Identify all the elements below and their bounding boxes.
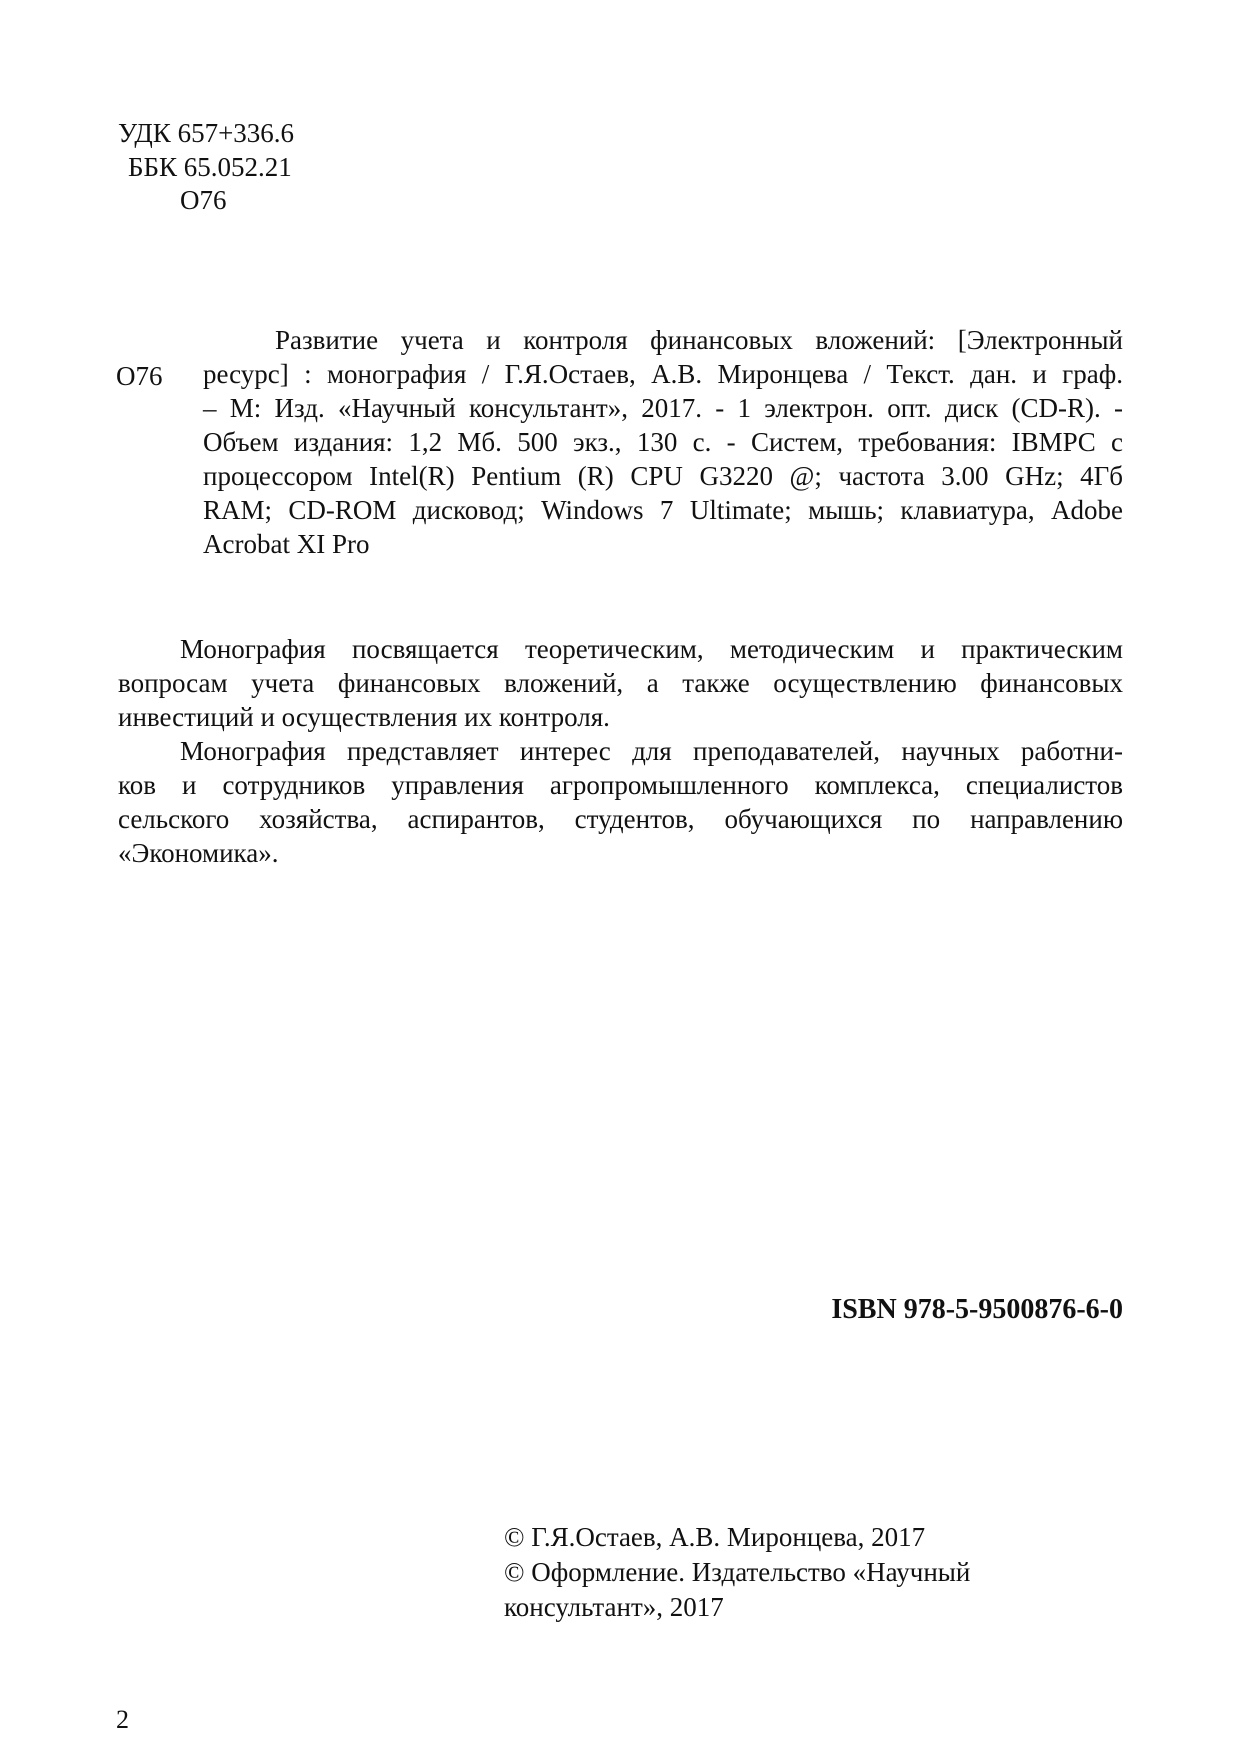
catalog-line: Развитие учета и контроля финансовых вложений: [Электронный (275, 325, 1123, 355)
abstract-line: «Экономика». (118, 838, 279, 868)
copyright-block (504, 1520, 970, 1625)
catalog-line: Объем издания: 1,2 Мб. 500 экз., 130 с. - Систем, требования: IBMPC с (203, 427, 1123, 457)
catalog-line: – М: Изд. «Научный консультант», 2017. - 1 электрон. опт. диск (CD-R). - (203, 393, 1123, 423)
abstract-line: Монография представляет интерес для преподавателей, научных работни- (180, 736, 1123, 766)
catalog-line: процессором Intel(R) Pentium (R) CPU G3220 @; частота 3.00 GHz; 4Гб (203, 461, 1123, 491)
udk-code: УДК 657+336.6 (118, 118, 295, 148)
page-number: 2 (116, 1705, 129, 1734)
author-mark: О76 (180, 185, 227, 215)
abstract-line: вопросам учета финансовых вложений, а также осуществлению финансовых (118, 668, 1123, 698)
copyright-line: © Оформление. Издательство «Научный (504, 1557, 971, 1587)
catalog-line: ресурс] : монография / Г.Я.Остаев, А.В. Миронцева / Текст. дан. и граф. (203, 359, 1123, 389)
catalog-line: Acrobat XI Pro (203, 529, 370, 559)
copyright-line: © Г.Я.Остаев, А.В. Миронцева, 2017 (504, 1522, 926, 1552)
isbn: ISBN 978-5-9500876-6-0 (831, 1294, 1123, 1325)
abstract-line: сельского хозяйства, аспирантов, студентов, обучающихся по направлению (118, 804, 1123, 834)
abstract-line: ков и сотрудников управления агропромышленного комплекса, специалистов (118, 770, 1123, 800)
catalog-description (203, 323, 1123, 561)
abstract (118, 632, 1123, 870)
copyright-line: консультант», 2017 (504, 1592, 724, 1622)
abstract-line: Монография посвящается теоретическим, методическим и практическим (180, 634, 1123, 664)
catalog-line: RAM; CD-ROM дисковод; Windows 7 Ultimate; мышь; клавиатура, Adobe (203, 495, 1123, 525)
abstract-line: инвестиций и осуществления их контроля. (118, 702, 610, 732)
bbk-code: ББК 65.052.21 (128, 152, 292, 182)
catalog-author-mark: О76 (116, 361, 163, 391)
